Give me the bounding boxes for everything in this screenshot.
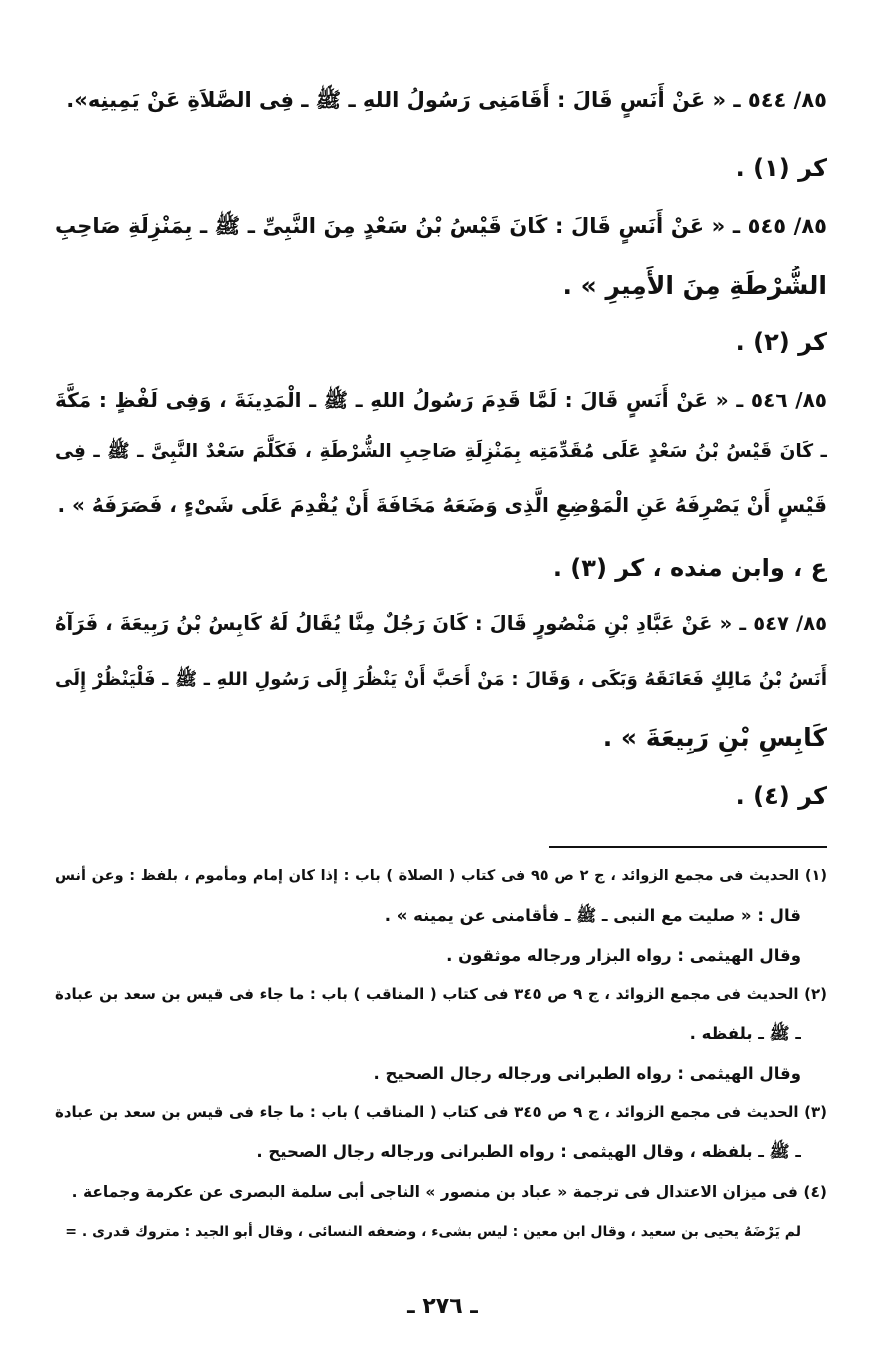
hadith-546-line-3: قَيْسٍ أَنْ يَصْرِفَهُ عَنِ الْمَوْضِعِ الَّذِى وَضَعَهُ مَخَافَةَ أَنْ يُقْدِمَ عَلَى شَىْءٍ ، فَصَرَفَهُ » .	[57, 493, 827, 517]
hadith-545-line-2: الشُّرْطَةِ مِنَ الأَمِيرِ » .	[562, 271, 827, 300]
hadith-546-reference: ع ، وابن منده ، كر (٣) .	[552, 554, 827, 582]
hadith-545-reference: كر (٢) .	[735, 328, 827, 356]
footnote-1-line-2: قال : « صليت مع النبى ـ ﷺ ـ فأقامنى عن يمينه » .	[384, 906, 801, 925]
hadith-546-line-1: ٨٥/ ٥٤٦ ـ « عَنْ أَنَسٍ قَالَ : لَمَّا قَدِمَ رَسُولُ اللهِ ـ ﷺ ـ الْمَدِينَةَ ، وَفِى لَفْظٍ : مَكَّةَ	[55, 388, 827, 412]
footnote-2-line-3: وقال الهيثمى : رواه الطبرانى ورجاله رجال الصحيح .	[373, 1064, 801, 1083]
footnote-4-line-1: (٤) فى ميزان الاعتدال فى ترجمة « عباد بن منصور » الناجى أبى سلمة البصرى عن عكرمة وجماعة .	[71, 1183, 827, 1201]
hadith-544-line-1: ٨٥/ ٥٤٤ ـ « عَنْ أَنَسٍ قَالَ : أَقَامَنِى رَسُولُ اللهِ ـ ﷺ ـ فِى الصَّلاَةِ عَنْ يَمِينِه».	[66, 88, 827, 112]
hadith-547-line-3: كَابِسِ بْنِ رَبِيعَةَ » .	[602, 723, 827, 752]
hadith-547-line-2: أَنَسُ بْنُ مَالِكٍ فَعَانَقَهُ وَبَكَى ، وَقَالَ : مَنْ أَحَبَّ أَنْ يَنْظُرَ إِلَى رَسُولِ اللهِ ـ ﷺ ـ فَلْيَنْظُرْ إِلَى	[55, 669, 827, 690]
hadith-544-reference: كر (١) .	[735, 154, 827, 182]
hadith-547-line-1: ٨٥/ ٥٤٧ ـ « عَنْ عَبَّادِ بْنِ مَنْصُورٍ قَالَ : كَانَ رَجُلٌ مِنَّا يُقَالُ لَهُ كَابِسُ بْنُ رَبِيعَةَ ، فَرَآهُ	[55, 612, 827, 635]
footnote-2-line-2: ـ ﷺ ـ بلفظه .	[689, 1024, 801, 1043]
page-number: ـ ٢٧٦ ـ	[407, 1294, 478, 1319]
footnote-separator	[549, 846, 827, 848]
footnote-4-line-2: لم يَرْضَهُ يحيى بن سعيد ، وقال ابن معين : ليس بشىء ، وضعفه النسائى ، وقال أبو الجيد : متروك قدرى . =	[65, 1224, 801, 1240]
footnote-3-line-1: (٣) الحديث فى مجمع الزوائد ، ج ٩ ص ٣٤٥ فى كتاب ( المناقب ) باب : ما جاء فى قيس بن سعد بن عبادة	[55, 1103, 827, 1121]
footnote-2-line-1: (٢) الحديث فى مجمع الزوائد ، ج ٩ ص ٣٤٥ فى كتاب ( المناقب ) باب : ما جاء فى قيس بن سعد بن عبادة	[55, 985, 827, 1003]
footnote-1-line-1: (١) الحديث فى مجمع الزوائد ، ج ٢ ص ٩٥ فى كتاب ( الصلاة ) باب : إذا كان إمام ومأموم ، بلفظ : وعن أنس	[55, 868, 827, 884]
footnote-3-line-2: ـ ﷺ ـ بلفظه ، وقال الهيثمى : رواه الطبرانى ورجاله رجال الصحيح .	[256, 1142, 801, 1161]
hadith-545-line-1: ٨٥/ ٥٤٥ ـ « عَنْ أَنَسٍ قَالَ : كَانَ قَيْسُ بْنُ سَعْدٍ مِنَ النَّبِىِّ ـ ﷺ ـ بِمَنْزِلَةِ صَاحِبِ	[55, 214, 827, 238]
hadith-547-reference: كر (٤) .	[735, 782, 827, 810]
footnote-1-line-3: وقال الهيثمى : رواه البزار ورجاله موثقون .	[446, 946, 801, 965]
hadith-546-line-2: ـ كَانَ قَيْسُ بْنُ سَعْدٍ عَلَى مُقَدِّمَتِه بِمَنْزِلَةِ صَاحِبِ الشُّرْطَةِ ، فَكَلَّمَ سَعْدٌ النَّبِىَّ ـ ﷺ ـ فِى	[55, 441, 827, 462]
